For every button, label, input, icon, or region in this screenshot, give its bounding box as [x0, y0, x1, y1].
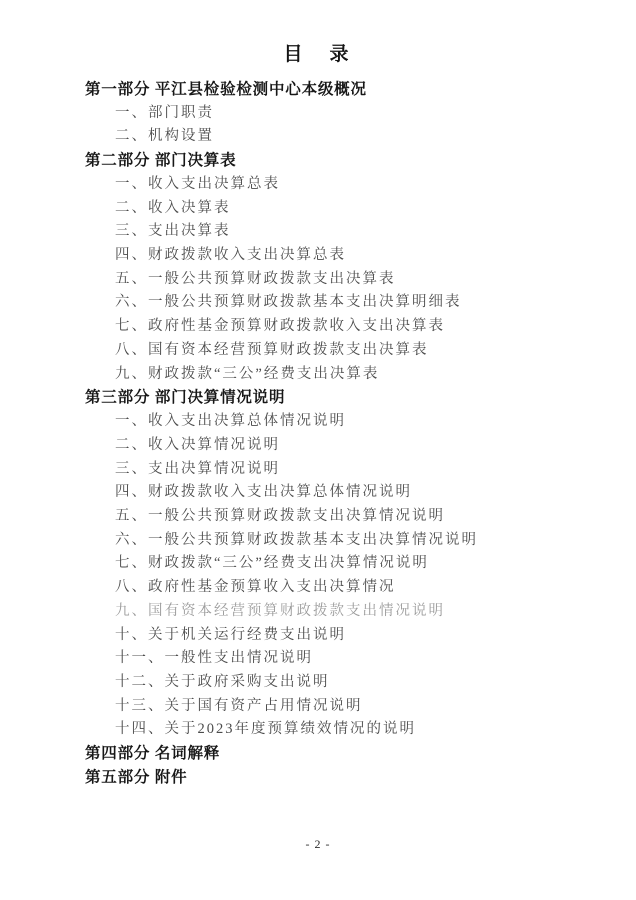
toc-section-statements — [85, 149, 606, 386]
toc-section-heading: 第四部分 名词解释 — [85, 745, 221, 763]
toc-item: 十二、关于政府采购支出说明 — [115, 673, 330, 690]
toc-item: 四、财政拨款收入支出决算总表 — [115, 247, 346, 264]
toc-item: 九、财政拨款“三公”经费支出决算表 — [115, 365, 380, 382]
toc-section-items — [85, 102, 606, 149]
toc-item: 六、一般公共预算财政拨款基本支出决算情况说明 — [115, 531, 478, 548]
toc-item: 二、收入决算情况说明 — [115, 436, 280, 453]
toc-item: 十四、关于2023年度预算绩效情况的说明 — [115, 721, 416, 738]
table-of-contents — [85, 78, 606, 790]
toc-item: 二、机构设置 — [115, 128, 214, 145]
toc-section-heading: 第三部分 部门决算情况说明 — [85, 389, 286, 407]
toc-item: 一、收入支出决算总表 — [115, 175, 280, 192]
toc-item: 十一、一般性支出情况说明 — [115, 650, 313, 667]
toc-section-heading: 第二部分 部门决算表 — [85, 152, 237, 170]
toc-section-heading: 第五部分 附件 — [85, 768, 188, 786]
toc-section-appendix — [85, 766, 606, 790]
toc-item: 十三、关于国有资产占用情况说明 — [115, 697, 363, 714]
toc-item: 一、部门职责 — [115, 104, 214, 121]
toc-item: 七、政府性基金预算财政拨款收入支出决算表 — [115, 318, 445, 335]
toc-item: 十、关于机关运行经费支出说明 — [115, 626, 346, 643]
toc-item: 二、收入决算表 — [115, 199, 231, 216]
toc-section-glossary — [85, 742, 606, 766]
toc-item: 八、政府性基金预算收入支出决算情况 — [115, 579, 396, 596]
page-title: 目 录 — [283, 44, 353, 65]
toc-item: 九、国有资本经营预算财政拨款支出情况说明 — [115, 602, 445, 619]
toc-item: 四、财政拨款收入支出决算总体情况说明 — [115, 484, 412, 501]
toc-item: 五、一般公共预算财政拨款支出决算情况说明 — [115, 507, 445, 524]
toc-item: 一、收入支出决算总体情况说明 — [115, 413, 346, 430]
toc-section-heading: 第一部分 平江县检验检测中心本级概况 — [85, 81, 367, 98]
page-number: - 2 - — [305, 837, 331, 851]
toc-item: 六、一般公共预算财政拨款基本支出决算明细表 — [115, 294, 462, 311]
toc-section-overview — [85, 78, 606, 149]
toc-item: 五、一般公共预算财政拨款支出决算表 — [115, 270, 396, 287]
toc-section-explanations — [85, 386, 606, 742]
toc-item: 八、国有资本经营预算财政拨款支出决算表 — [115, 341, 429, 358]
toc-section-items — [85, 410, 606, 742]
toc-section-items — [85, 173, 606, 386]
toc-item: 三、支出决算情况说明 — [115, 460, 280, 477]
toc-item: 七、财政拨款“三公”经费支出决算情况说明 — [115, 555, 429, 572]
toc-item: 三、支出决算表 — [115, 223, 231, 240]
